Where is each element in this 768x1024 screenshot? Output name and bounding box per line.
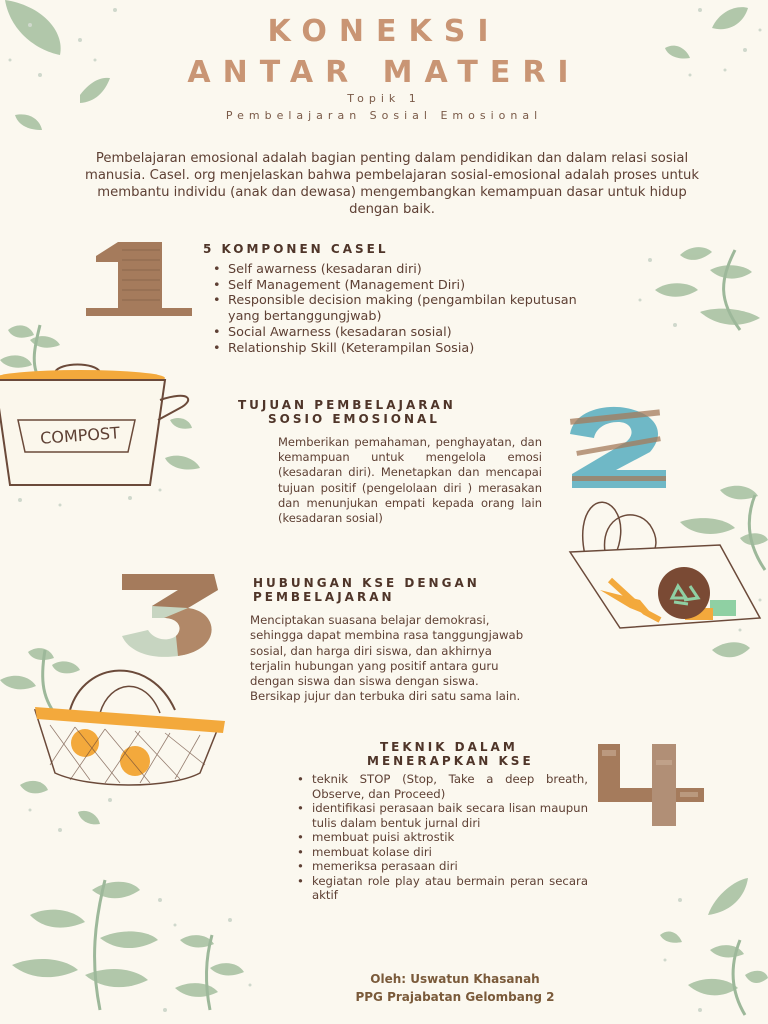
leaf-icon xyxy=(175,983,218,997)
list-item: • memeriksa perasaan diri xyxy=(292,859,588,874)
leaf-icon xyxy=(660,931,682,942)
number-three-graphic xyxy=(118,570,222,658)
list-item: • teknik STOP (Stop, Take a deep breath, Observe, dan Proceed) xyxy=(292,772,588,801)
list-item: • Self awarness (kesadaran diri) xyxy=(208,262,578,278)
list-item: • Relationship Skill (Keterampilan Sosia) xyxy=(208,341,578,357)
leaf-icon xyxy=(688,979,738,995)
leaf-icon xyxy=(655,283,698,297)
list-item: • identifikasi perasaan baik secara lisan maupun tulis dalam bentuk jurnal diri xyxy=(292,801,588,830)
number-one-graphic xyxy=(82,240,194,320)
leaf-icon xyxy=(8,325,34,337)
list-item: • membuat kolase diri xyxy=(292,845,588,860)
leaf-icon xyxy=(30,910,85,928)
page-title-line2: ANTAR MATERI xyxy=(187,55,581,90)
list-item: • Self Management (Management Diri) xyxy=(208,278,578,294)
list-item: • Social Awarness (kesadaran sosial) xyxy=(208,325,578,341)
section2-body: Memberikan pemahaman, penghayatan, dan kemampuan untuk mengelola emosi (kesadaran diri). Menetapkan dan mencapai tujuan positif (pengelolaan diri ) merasakan dan menunjukan empati kepada orang lain (kesadaran sosial) xyxy=(278,435,542,526)
topic-name: Pembelajaran Sosial Emosional xyxy=(225,109,543,122)
leaf-icon xyxy=(745,971,768,983)
section3-heading-line2: PEMBELAJARAN xyxy=(253,590,395,604)
page-title-line1: KONEKSI xyxy=(267,14,501,49)
kse-techniques-list xyxy=(292,772,588,903)
leaf-icon xyxy=(712,642,750,657)
fruit-basket-illustration xyxy=(30,655,230,790)
section3-body: Menciptakan suasana belajar demokrasi, sehingga dapat membina rasa tanggungjawab sosial, dan harga diri siswa, dan akhirnya terjalin hubungan yang positif antara guru dengan siswa dan siswa dengan siswa. Bersikap jujur dan terbuka diri satu sama lain. xyxy=(250,613,524,704)
list-item: • Responsible decision making (pengambilan keputusan yang bertanggungjwab) xyxy=(208,293,578,324)
leaf-icon xyxy=(680,247,712,260)
section4-heading-line1: TEKNIK DALAM xyxy=(380,740,518,754)
leaf-icon xyxy=(708,878,748,915)
recycle-bag-illustration xyxy=(560,490,765,635)
leaf-icon xyxy=(710,265,752,278)
leaf-icon xyxy=(92,882,140,899)
leaf-icon xyxy=(100,931,158,948)
leaf-icon xyxy=(78,811,100,825)
list-item: • membuat puisi aktrostik xyxy=(292,830,588,845)
program-credit: PPG Prajabatan Gelombang 2 xyxy=(355,990,555,1004)
compost-label: COMPOST xyxy=(39,423,121,448)
intro-paragraph: Pembelajaran emosional adalah bagian penting dalam pendidikan dan dalam relasi sosial manusia. Casel. org menjelaskan bahwa pembelajaran sosial-emosional adalah proses untuk membantu individu (anak dan dewasa) mengembangkan kemampuan dasar untuk hidup dengan baik. xyxy=(85,151,699,217)
number-four-graphic xyxy=(594,740,708,828)
number-two-graphic xyxy=(566,404,670,488)
section2-heading-line1: TUJUAN PEMBELAJARAN xyxy=(238,398,456,412)
list-item: • kegiatan role play atau bermain peran secara aktif xyxy=(292,874,588,903)
topic-label: Topik 1 xyxy=(347,92,421,105)
section3-heading-line1: HUBUNGAN KSE DENGAN xyxy=(253,576,480,590)
section4-heading-line2: MENERAPKAN KSE xyxy=(367,754,534,768)
section2-heading-line2: SOSIO EMOSIONAL xyxy=(268,412,440,426)
leaf-icon xyxy=(12,959,78,977)
author-credit: Oleh: Uswatun Khasanah xyxy=(370,972,540,986)
section1-heading: 5 KOMPONEN CASEL xyxy=(203,242,389,256)
leaf-icon xyxy=(210,963,244,975)
casel-components-list xyxy=(208,262,578,356)
